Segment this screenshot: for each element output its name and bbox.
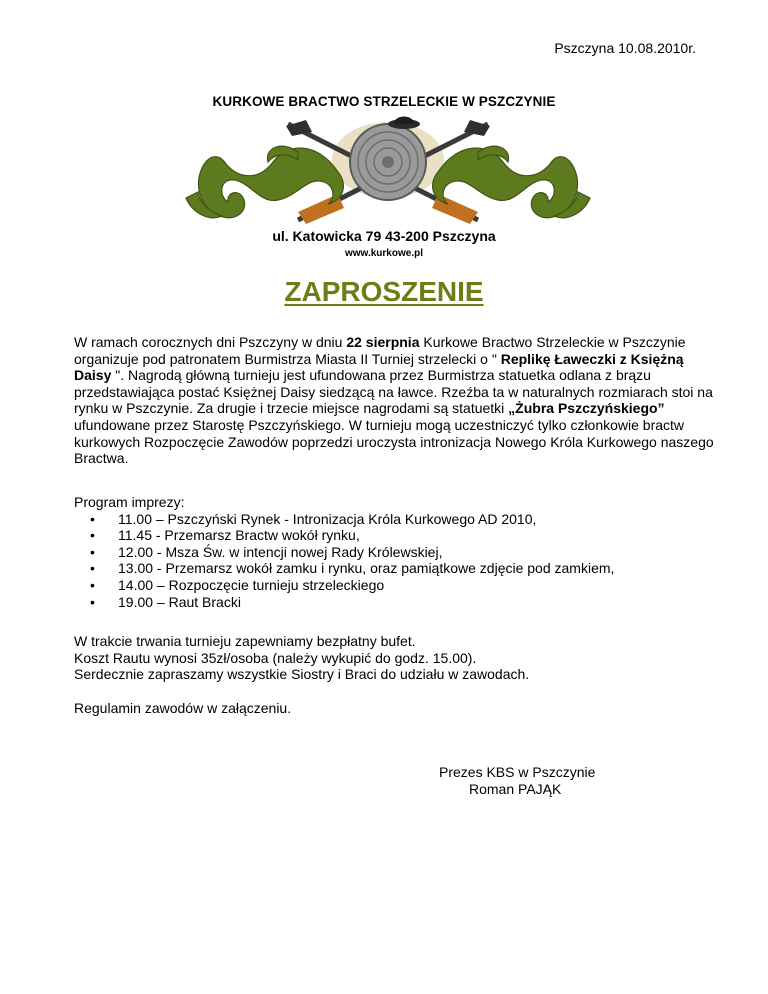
- organization-name: KURKOWE BRACTWO STRZELECKIE W PSZCZYNIE: [212, 94, 556, 109]
- intro-text-2: Kurkowe Bractwo Strzeleckie w Pszczynie organizuje pod patronatem Burmistrza Miasta II Turniej strzelecki o ": [74, 334, 686, 367]
- secondary-prize-name: „Żubra Pszczyńskiego”: [508, 400, 665, 417]
- intro-text-3: ". Nagrodą główną turnieju jest ufundowana przez Burmistrza statuetka odlana z brązu przedstawiająca postać Księżnej Daisy siedzącą na ławce. Rzeźba ta w naturalnych rozmiarach stoi na rynku w Pszczynie. Za drugie i trzecie miejsce nagrodami są statuetki: [74, 367, 713, 417]
- closing-notes: [74, 633, 714, 683]
- intro-paragraph: [74, 334, 714, 467]
- intro-text-4: ufundowane przez Starostę Pszczyńskiego. W turnieju mogą uczestniczyć tylko członkowie bractw kurkowych Rozpoczęcie Zawodów poprzedzi uroczysta intronizacja Nowego Króla Kurkowego naszego Bractwa.: [74, 416, 714, 467]
- document-title: ZAPROSZENIE: [284, 276, 484, 307]
- program-item: • 11.00 – Pszczyński Rynek - Intronizacja Króla Kurkowego AD 2010,: [74, 511, 714, 528]
- main-prize-name: Replikę Ławeczki z Księżną Daisy: [74, 350, 684, 384]
- program-heading: Program imprezy:: [74, 494, 185, 510]
- closing-line: Koszt Rautu wynosi 35zł/osoba (należy wykupić do godz. 15.00).: [74, 649, 477, 666]
- signature-block: [439, 764, 595, 797]
- shooting-target-icon: [350, 124, 426, 200]
- document-date: Pszczyna 10.08.2010r.: [554, 40, 696, 56]
- signature-name: Roman PAJĄK: [469, 780, 562, 797]
- rules-note: Regulamin zawodów w załączeniu.: [74, 700, 292, 716]
- program-list: [74, 511, 714, 611]
- signature-role: Prezes KBS w Pszczynie: [439, 764, 596, 780]
- event-date: 22 sierpnia: [346, 334, 420, 350]
- program-item: • 19.00 – Raut Bracki: [74, 594, 714, 611]
- organization-address: ul. Katowicka 79 43-200 Pszczyna: [272, 228, 496, 244]
- intro-text-1: W ramach corocznych dni Pszczyny w dniu: [74, 334, 347, 350]
- program-item: • 13.00 - Przemarsz wokół zamku i rynku, oraz pamiątkowe zdjęcie pod zamkiem,: [74, 560, 714, 577]
- closing-line: Serdecznie zapraszamy wszystkie Siostry i Braci do udziału w zawodach.: [74, 666, 530, 683]
- program-item: • 12.00 - Msza Św. w intencji nowej Rady Królewskiej,: [74, 544, 714, 561]
- organization-website: www.kurkowe.pl: [345, 248, 423, 259]
- hat-icon: [388, 117, 420, 130]
- event-program: [74, 494, 714, 610]
- program-item: • 11.45 - Przemarsz Bractw wokół rynku,: [74, 527, 714, 544]
- closing-line: W trakcie trwania turnieju zapewniamy bezpłatny bufet.: [74, 633, 416, 649]
- invitation-body: [74, 334, 714, 467]
- brotherhood-emblem-logo: [178, 112, 598, 232]
- program-item: • 14.00 – Rozpoczęcie turnieju strzeleckiego: [74, 577, 714, 594]
